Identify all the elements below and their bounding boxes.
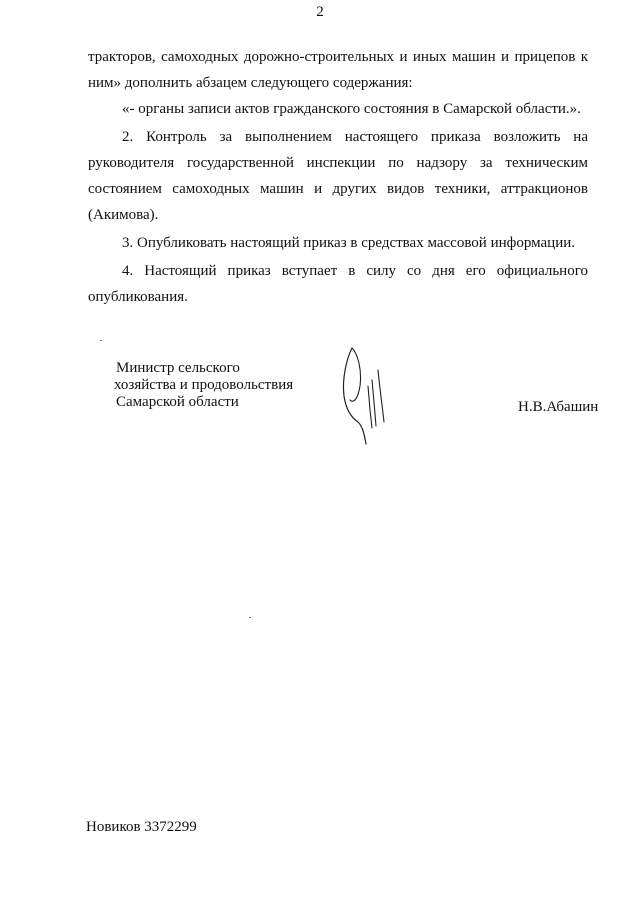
paragraph-item-2 — [88, 124, 588, 228]
signer-position — [116, 360, 293, 411]
paragraph-amendment-intro — [88, 44, 588, 96]
paragraph-amendment-text — [88, 96, 588, 122]
text-line: «- органы записи актов гражданского состояния в Самарской области.». — [122, 101, 581, 117]
handwritten-signature — [336, 340, 396, 450]
position-line: Министр сельского — [116, 360, 240, 376]
text-line: руководителя государственной инспекции по надзору за техническим — [88, 155, 588, 171]
executor-note: Новиков 3372299 — [86, 819, 197, 835]
signer-name: Н.В.Абашин — [518, 399, 599, 415]
page-number: 2 — [316, 4, 324, 20]
text-line: 3. Опубликовать настоящий приказ в средствах массовой информации. — [122, 235, 576, 251]
text-line: ним» дополнить абзацем следующего содержания: — [88, 75, 413, 91]
paragraph-item-4 — [88, 258, 588, 310]
position-line: Самарской области — [116, 394, 239, 410]
text-line: (Акимова). — [88, 207, 159, 223]
paragraph-item-3 — [88, 230, 588, 256]
text-line: состоянием самоходных машин и других видов техники, аттракционов — [88, 181, 588, 197]
scan-speck — [100, 340, 102, 341]
text-line: тракторов, самоходных дорожно-строительных и иных машин и прицепов к — [88, 49, 588, 65]
text-line: 4. Настоящий приказ вступает в силу со дня его официального — [122, 263, 588, 279]
scan-speck — [249, 617, 251, 618]
position-line: хозяйства и продовольствия — [114, 377, 294, 393]
text-line: опубликования. — [88, 289, 188, 305]
text-line: 2. Контроль за выполнением настоящего приказа возложить на — [122, 129, 588, 145]
